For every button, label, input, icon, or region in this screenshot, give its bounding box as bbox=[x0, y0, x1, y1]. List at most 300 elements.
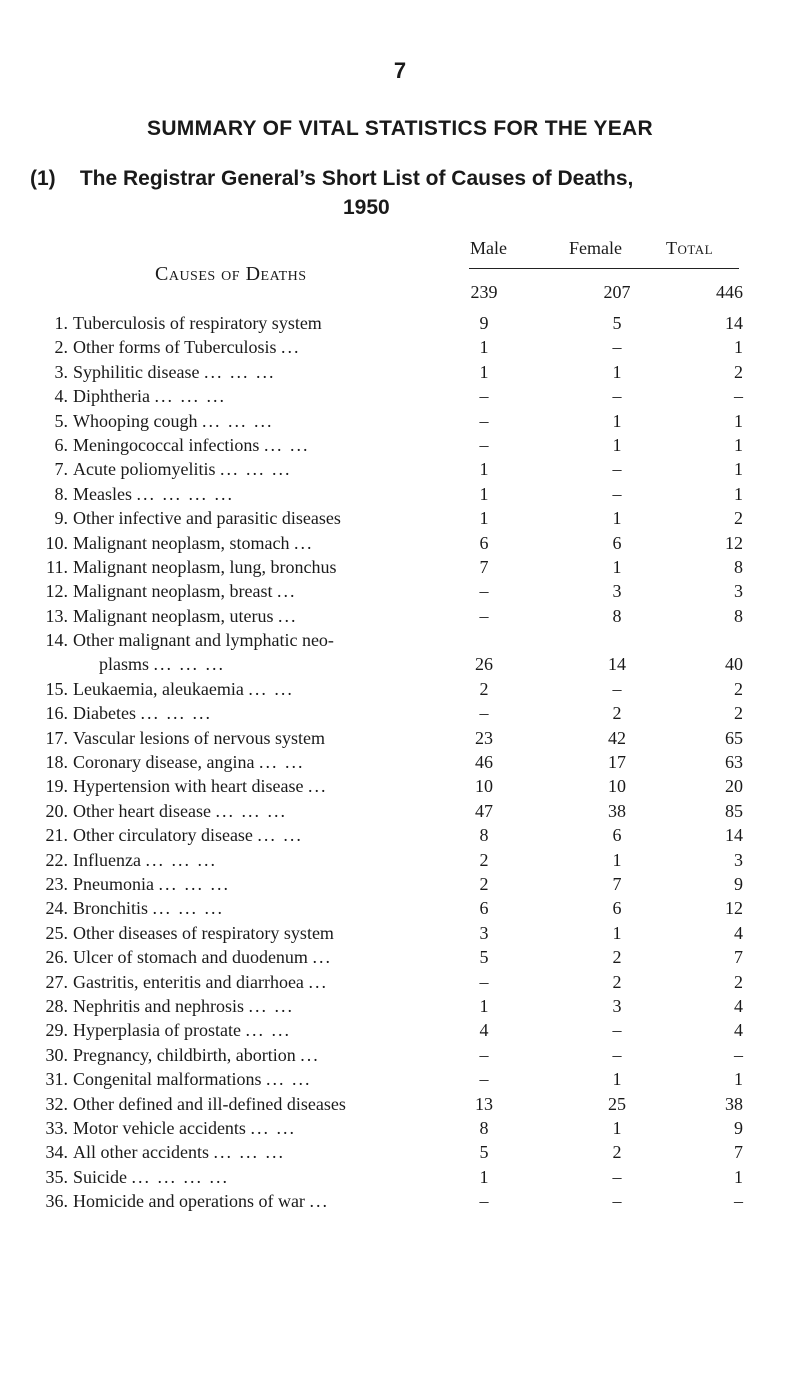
cause-label bbox=[73, 628, 334, 675]
page-number: 7 bbox=[393, 58, 407, 83]
cell-male: – bbox=[479, 410, 489, 431]
cause-text: Suicide bbox=[73, 1166, 127, 1187]
cause-label bbox=[73, 799, 287, 823]
row-index: 2. bbox=[54, 337, 68, 358]
table-row bbox=[0, 335, 800, 359]
cell-female: 1 bbox=[612, 508, 622, 529]
cell-total: 1 bbox=[734, 337, 743, 358]
leader-dots: ... ... ... bbox=[203, 361, 276, 382]
cell-male: 1 bbox=[479, 508, 489, 529]
cause-label bbox=[73, 1018, 291, 1042]
row-index: 11. bbox=[46, 556, 68, 577]
cell-male: 1 bbox=[479, 1166, 489, 1187]
cell-male: 7 bbox=[479, 556, 489, 577]
cause-label bbox=[73, 823, 303, 847]
cell-total: 20 bbox=[725, 776, 743, 797]
cell-female: 3 bbox=[612, 995, 622, 1016]
table-row bbox=[0, 1018, 800, 1042]
cell-female: 1 bbox=[612, 1117, 622, 1138]
cause-label bbox=[73, 750, 304, 774]
leader-dots: ... bbox=[300, 1044, 320, 1065]
cause-text: Syphilitic disease bbox=[73, 361, 200, 382]
row-index: 12. bbox=[45, 581, 68, 602]
table-row bbox=[0, 604, 800, 628]
cause-label bbox=[73, 726, 325, 750]
cell-male: 8 bbox=[479, 825, 489, 846]
cause-text: Malignant neoplasm, stomach bbox=[73, 532, 290, 553]
cause-text: Motor vehicle accidents bbox=[73, 1117, 246, 1138]
cell-total: 14 bbox=[725, 825, 743, 846]
table-row bbox=[0, 506, 800, 530]
leader-dots: ... ... bbox=[248, 678, 294, 699]
cause-text: Other forms of Tuberculosis bbox=[73, 337, 277, 358]
cell-total: 7 bbox=[734, 947, 743, 968]
cause-text: Malignant neoplasm, uterus bbox=[73, 605, 274, 626]
cell-female: 1 bbox=[612, 410, 622, 431]
cause-text: Tuberculosis of respiratory system bbox=[73, 313, 322, 333]
row-index: 33. bbox=[45, 1117, 68, 1138]
cell-male: 3 bbox=[479, 922, 489, 943]
table-row bbox=[0, 409, 800, 433]
cell-male: – bbox=[479, 1191, 489, 1212]
leader-dots: ... ... ... bbox=[158, 874, 230, 894]
total-all: 446 bbox=[716, 282, 743, 302]
row-index: 29. bbox=[45, 1020, 68, 1041]
cell-total: 40 bbox=[725, 654, 743, 675]
row-index: 7. bbox=[54, 459, 68, 480]
table-row bbox=[0, 872, 800, 896]
total-male: 239 bbox=[470, 282, 498, 302]
cell-total: – bbox=[734, 386, 743, 407]
cell-male: 1 bbox=[479, 361, 489, 382]
row-index: 3. bbox=[54, 361, 68, 382]
row-index: 15. bbox=[45, 678, 68, 699]
cell-total: 2 bbox=[734, 508, 743, 529]
table-row bbox=[0, 726, 800, 750]
cell-total: 12 bbox=[725, 898, 743, 919]
cause-text: Diphtheria bbox=[73, 386, 150, 407]
cell-female: 2 bbox=[612, 947, 622, 968]
cause-label bbox=[73, 774, 327, 798]
cause-text: Measles bbox=[73, 483, 132, 504]
cell-male: – bbox=[479, 581, 489, 602]
table-row bbox=[0, 628, 800, 677]
table-row bbox=[0, 531, 800, 555]
cell-female: – bbox=[612, 337, 622, 358]
cause-label bbox=[73, 872, 230, 896]
leader-dots: ... ... bbox=[248, 995, 294, 1016]
cause-label bbox=[73, 482, 234, 506]
row-index: 23. bbox=[45, 874, 68, 894]
row-index: 4. bbox=[54, 386, 68, 407]
cell-male: – bbox=[479, 1044, 489, 1065]
cause-label bbox=[73, 848, 217, 872]
row-index: 6. bbox=[54, 434, 68, 455]
table-row bbox=[0, 774, 800, 798]
row-index: 25. bbox=[45, 922, 68, 943]
table-row bbox=[0, 799, 800, 823]
cause-text: Nephritis and nephrosis bbox=[73, 995, 244, 1016]
leader-dots: ... ... bbox=[257, 825, 303, 846]
cause-text: Homicide and operations of war bbox=[73, 1191, 305, 1212]
cell-male: 1 bbox=[479, 995, 489, 1016]
row-index: 16. bbox=[45, 703, 68, 724]
cause-text: Other diseases of respiratory system bbox=[73, 922, 334, 943]
row-index: 14. bbox=[45, 630, 68, 651]
cause-label bbox=[73, 921, 334, 945]
cell-total: 2 bbox=[734, 678, 743, 699]
cell-total: 1 bbox=[734, 1166, 743, 1187]
cause-text: Pneumonia bbox=[73, 874, 154, 894]
cell-total: 1 bbox=[734, 483, 743, 504]
cell-male: 5 bbox=[479, 1142, 489, 1163]
row-index: 19. bbox=[45, 776, 68, 797]
table-row bbox=[0, 1189, 800, 1213]
leader-dots: ... ... ... bbox=[145, 849, 217, 870]
cell-total: 7 bbox=[734, 1142, 743, 1163]
table-row bbox=[0, 457, 800, 481]
cause-label bbox=[73, 555, 336, 579]
cell-female: 2 bbox=[612, 703, 622, 724]
table-row bbox=[0, 945, 800, 969]
cell-total: 1 bbox=[734, 459, 743, 480]
leader-dots: ... ... ... bbox=[201, 410, 274, 431]
row-index: 22. bbox=[45, 849, 68, 870]
cell-female: – bbox=[612, 1166, 622, 1187]
table-row bbox=[0, 994, 800, 1018]
cause-label bbox=[73, 1092, 346, 1116]
row-index: 35. bbox=[45, 1166, 68, 1187]
cell-female: 5 bbox=[612, 313, 622, 333]
cell-female: 8 bbox=[612, 605, 622, 626]
cause-label bbox=[73, 945, 332, 969]
cell-total: 65 bbox=[725, 727, 743, 748]
cell-total: 1 bbox=[734, 1069, 743, 1090]
row-index: 24. bbox=[45, 898, 68, 919]
cause-label bbox=[73, 311, 322, 335]
leader-dots: ... ... ... bbox=[152, 898, 224, 919]
cell-female: – bbox=[612, 459, 622, 480]
row-index: 31. bbox=[45, 1069, 68, 1090]
cause-text: Acute poliomyelitis bbox=[73, 459, 216, 480]
cell-female: 1 bbox=[612, 361, 622, 382]
row-index: 26. bbox=[45, 947, 68, 968]
cause-text: Malignant neoplasm, lung, bronchus bbox=[73, 556, 337, 577]
table-row bbox=[0, 1043, 800, 1067]
cell-female: 7 bbox=[612, 874, 622, 894]
cell-female: 17 bbox=[608, 752, 626, 773]
cause-label bbox=[73, 970, 328, 994]
leader-dots: ... bbox=[281, 337, 301, 358]
table-row bbox=[0, 1116, 800, 1140]
page-title: SUMMARY OF VITAL STATISTICS FOR THE YEAR bbox=[147, 117, 653, 140]
table-row bbox=[0, 360, 800, 384]
cell-female: 2 bbox=[612, 1142, 622, 1163]
cause-text: Whooping cough bbox=[73, 410, 198, 431]
leader-dots: ... ... bbox=[245, 1020, 291, 1041]
cause-label bbox=[73, 994, 294, 1018]
cause-label bbox=[73, 896, 224, 920]
row-index: 9. bbox=[54, 508, 68, 529]
causes-table bbox=[0, 311, 800, 1213]
table-row bbox=[0, 701, 800, 725]
table-row bbox=[0, 311, 800, 335]
cause-text: Hypertension with heart disease bbox=[73, 776, 304, 797]
cell-male: 1 bbox=[479, 337, 489, 358]
cause-label bbox=[73, 1116, 296, 1140]
table-row bbox=[0, 1092, 800, 1116]
cell-male: 2 bbox=[479, 678, 489, 699]
cell-female: 25 bbox=[608, 1093, 626, 1114]
cause-text: Malignant neoplasm, breast bbox=[73, 581, 273, 602]
table-row bbox=[0, 750, 800, 774]
cell-male: 26 bbox=[475, 654, 493, 675]
cause-label bbox=[73, 531, 313, 555]
row-index: 36. bbox=[45, 1191, 68, 1212]
cell-male: – bbox=[479, 605, 489, 626]
cell-male: 4 bbox=[479, 1020, 489, 1041]
cell-female: 2 bbox=[612, 971, 622, 992]
leader-dots: ... bbox=[293, 532, 314, 553]
cell-male: 2 bbox=[479, 849, 489, 870]
cause-label bbox=[73, 604, 297, 628]
cause-label bbox=[73, 1067, 311, 1091]
row-index: 1. bbox=[54, 313, 68, 333]
row-index: 13. bbox=[45, 605, 68, 626]
cell-total: 8 bbox=[734, 556, 743, 577]
cell-total: 8 bbox=[734, 605, 743, 626]
cell-female: 1 bbox=[612, 1069, 622, 1090]
leader-dots: ... ... bbox=[250, 1117, 296, 1138]
cell-total: 1 bbox=[734, 434, 743, 455]
cell-total: 2 bbox=[734, 703, 743, 724]
cause-text: Leukaemia, aleukaemia bbox=[73, 678, 244, 699]
cell-total: 4 bbox=[734, 922, 743, 943]
cell-total: 3 bbox=[734, 581, 743, 602]
cell-female: – bbox=[612, 386, 622, 407]
row-index: 27. bbox=[45, 971, 68, 992]
row-index: 20. bbox=[45, 800, 68, 821]
cause-label bbox=[73, 579, 296, 603]
cell-male: 9 bbox=[479, 313, 489, 333]
leader-dots: ... bbox=[312, 947, 332, 968]
leader-dots: ... bbox=[307, 776, 328, 797]
cell-male: 6 bbox=[479, 532, 489, 553]
cell-total: 3 bbox=[734, 849, 743, 870]
cause-text: Other heart disease bbox=[73, 800, 211, 821]
cell-total: 1 bbox=[734, 410, 743, 431]
row-index: 30. bbox=[45, 1044, 68, 1065]
cause-text: All other accidents bbox=[73, 1142, 209, 1163]
cause-text: Congenital malformations bbox=[73, 1069, 262, 1090]
cell-male: – bbox=[479, 971, 489, 992]
cell-male: – bbox=[479, 434, 489, 455]
cause-label bbox=[73, 433, 309, 457]
cell-female: – bbox=[612, 1191, 622, 1212]
cause-text: Bronchitis bbox=[73, 898, 148, 919]
cell-female: 1 bbox=[612, 922, 622, 943]
subtitle-number: (1) bbox=[30, 167, 56, 190]
subtitle bbox=[30, 167, 633, 191]
cause-text: Gastritis, enteritis and diarrhoea bbox=[73, 971, 304, 992]
column-header-causes: Causes of Deaths bbox=[155, 263, 307, 285]
cause-text-line2: plasms bbox=[99, 654, 150, 675]
cell-female: – bbox=[612, 1044, 622, 1065]
cause-text: Other infective and parasitic diseases bbox=[73, 508, 341, 529]
table-row bbox=[0, 555, 800, 579]
cause-label bbox=[73, 457, 291, 481]
table-row bbox=[0, 896, 800, 920]
cell-female: 14 bbox=[608, 654, 626, 675]
leader-dots: ... ... bbox=[263, 434, 310, 455]
cause-label bbox=[73, 1140, 285, 1164]
table-row bbox=[0, 433, 800, 457]
column-header-female: Female bbox=[569, 238, 622, 258]
cell-total: 85 bbox=[725, 800, 743, 821]
table-row bbox=[0, 1165, 800, 1189]
cell-male: 5 bbox=[479, 947, 489, 968]
cause-label bbox=[73, 701, 212, 725]
leader-dots: ... ... ... bbox=[213, 1142, 285, 1163]
leader-dots: ... ... ... ... bbox=[131, 1166, 229, 1187]
cause-text: Ulcer of stomach and duodenum bbox=[73, 947, 308, 968]
cell-total: 14 bbox=[725, 313, 743, 333]
cell-female: 38 bbox=[608, 800, 626, 821]
row-index: 18. bbox=[45, 752, 68, 773]
cause-text: Diabetes bbox=[73, 703, 136, 724]
table-row bbox=[0, 1067, 800, 1091]
leader-dots: ... bbox=[308, 971, 328, 992]
cause-text: Other circulatory disease bbox=[73, 825, 253, 846]
cell-total: – bbox=[734, 1044, 743, 1065]
cell-total: 2 bbox=[734, 971, 743, 992]
cause-label bbox=[73, 384, 226, 408]
cell-male: 13 bbox=[475, 1093, 493, 1114]
cell-female: 6 bbox=[612, 825, 622, 846]
cell-female: 1 bbox=[612, 434, 622, 455]
table-row bbox=[0, 823, 800, 847]
cell-total: 12 bbox=[725, 532, 743, 553]
cell-female: 3 bbox=[612, 581, 622, 602]
cell-female: – bbox=[612, 678, 622, 699]
cell-male: 47 bbox=[475, 800, 493, 821]
cell-male: 10 bbox=[475, 776, 493, 797]
cause-text-continued bbox=[99, 652, 225, 676]
row-index: 34. bbox=[45, 1142, 68, 1163]
table-row bbox=[0, 482, 800, 506]
cause-text: Other defined and ill-defined diseases bbox=[73, 1093, 346, 1114]
cell-female: 6 bbox=[612, 532, 622, 553]
leader-dots: ... ... ... bbox=[219, 459, 292, 480]
cause-label bbox=[73, 1165, 229, 1189]
cell-total: 2 bbox=[734, 361, 743, 382]
leader-dots: ... ... ... ... bbox=[136, 483, 234, 504]
table-row bbox=[0, 848, 800, 872]
cell-male: – bbox=[479, 386, 489, 407]
row-index: 28. bbox=[45, 995, 68, 1016]
row-index: 17. bbox=[45, 727, 68, 748]
column-header-total: Total bbox=[666, 238, 714, 258]
cell-male: 1 bbox=[479, 459, 489, 480]
row-index: 5. bbox=[54, 410, 68, 431]
table-row bbox=[0, 384, 800, 408]
cell-male: 23 bbox=[475, 727, 493, 748]
subtitle-text: The Registrar General’s Short List of Causes of Deaths, bbox=[79, 167, 634, 190]
cause-label bbox=[73, 677, 294, 701]
table-row bbox=[0, 1140, 800, 1164]
cell-total: 4 bbox=[734, 995, 743, 1016]
column-header-male: Male bbox=[470, 238, 507, 258]
leader-dots: ... ... ... bbox=[140, 703, 212, 724]
cause-label bbox=[73, 409, 273, 433]
leader-dots: ... ... ... bbox=[154, 386, 226, 407]
row-index: 8. bbox=[54, 483, 68, 504]
cause-text: Influenza bbox=[73, 849, 141, 870]
cause-text: Hyperplasia of prostate bbox=[73, 1020, 241, 1041]
leader-dots: ... ... ... bbox=[153, 654, 226, 675]
cell-female: 1 bbox=[612, 556, 622, 577]
cell-male: – bbox=[479, 703, 489, 724]
cause-text: Coronary disease, angina bbox=[73, 752, 255, 773]
leader-dots: ... bbox=[277, 605, 298, 626]
row-index: 10. bbox=[45, 532, 68, 553]
cause-label bbox=[73, 506, 341, 530]
cell-male: 8 bbox=[479, 1117, 489, 1138]
leader-dots: ... ... bbox=[265, 1069, 312, 1090]
leader-dots: ... bbox=[309, 1191, 329, 1212]
leader-dots: ... ... bbox=[258, 752, 305, 773]
row-index: 32. bbox=[45, 1093, 68, 1114]
leader-dots: ... ... ... bbox=[215, 800, 287, 821]
leader-dots: ... bbox=[276, 581, 297, 602]
cause-text: Pregnancy, childbirth, abortion bbox=[73, 1044, 296, 1065]
cell-male: 6 bbox=[479, 898, 489, 919]
cause-text: Vascular lesions of nervous system bbox=[73, 727, 325, 748]
cell-total: – bbox=[734, 1191, 743, 1212]
cause-text: Other malignant and lymphatic neo- bbox=[73, 630, 334, 651]
cell-female: 42 bbox=[608, 727, 626, 748]
cause-text: Meningococcal infections bbox=[73, 434, 260, 455]
cell-total: 4 bbox=[734, 1020, 743, 1041]
cell-female: 6 bbox=[612, 898, 622, 919]
subtitle-year: 1950 bbox=[343, 196, 390, 219]
table-row bbox=[0, 970, 800, 994]
table-row bbox=[0, 921, 800, 945]
cause-label bbox=[73, 1043, 320, 1067]
cell-total: 38 bbox=[725, 1093, 743, 1114]
cell-female: – bbox=[612, 483, 622, 504]
cell-male: 2 bbox=[479, 874, 489, 894]
cell-total: 9 bbox=[734, 874, 743, 894]
cell-male: – bbox=[479, 1069, 489, 1090]
cell-female: 1 bbox=[612, 849, 622, 870]
cause-label bbox=[73, 1189, 329, 1213]
cell-male: 1 bbox=[479, 483, 489, 504]
row-index: 21. bbox=[45, 825, 68, 846]
total-female: 207 bbox=[603, 282, 631, 302]
header-rule bbox=[469, 268, 739, 269]
cell-total: 9 bbox=[734, 1117, 743, 1138]
table-row bbox=[0, 677, 800, 701]
cause-label bbox=[73, 335, 301, 359]
totals-row bbox=[0, 282, 800, 310]
table-row bbox=[0, 579, 800, 603]
cause-label bbox=[73, 360, 275, 384]
cell-total: 63 bbox=[725, 752, 743, 773]
cell-male: 46 bbox=[475, 752, 493, 773]
cell-female: – bbox=[612, 1020, 622, 1041]
cell-female: 10 bbox=[608, 776, 626, 797]
